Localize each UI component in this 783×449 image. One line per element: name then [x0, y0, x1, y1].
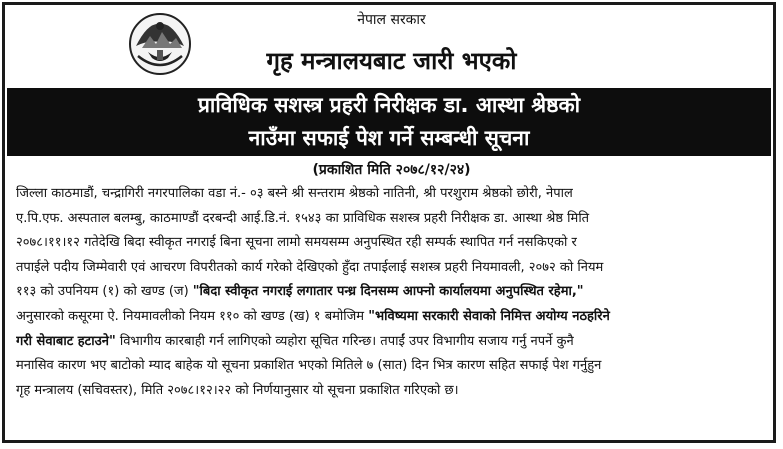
body-line: मनासिव कारण भए बाटोको म्याद बाहेक यो सूचना प्रकाशित भएको मितिले ७ (सात) दिन भित्र कारण सहित सफाई पेश गर्नुहुन	[16, 358, 602, 374]
body-line	[16, 280, 768, 305]
quoted-rule-text: "बिदा स्वीकृत नगराई लगातार पन्ध्र दिनसम्म आफ्नो कार्यालयमा अनुपस्थित रहेमा,"	[192, 284, 584, 300]
government-name: नेपाल सरकार	[357, 12, 426, 28]
body-line: गृह मन्त्रालय (सचिवस्तर), मिति २०७८।१२।२२ को निर्णयानुसार यो सूचना प्रकाशित गरिएको छ।	[16, 382, 459, 398]
notice-body	[16, 182, 768, 403]
quoted-penalty-text: "भविष्यमा सरकारी सेवाको निमित्त अयोग्य नठहरिने	[368, 308, 610, 324]
notice-title-line-1: प्राविधिक सशस्त्र प्रहरी निरीक्षक डा. आस्था श्रेष्ठको	[7, 88, 771, 122]
publication-date: (प्रकाशित मिति २०७८/१२/२४)	[312, 162, 471, 178]
body-line: जिल्ला काठमाडौं, चन्द्रागिरी नगरपालिका वडा नं.- ०३ बस्ने श्री सन्तराम श्रेष्ठको नातिनी, श्री परशुराम श्रेष्ठको छोरी, नेपाल	[16, 186, 573, 201]
notice-title-line-2: नाउँमा सफाई पेश गर्ने सम्बन्धी सूचना	[7, 122, 771, 156]
body-line: ए.पि.एफ. अस्पताल बलम्बु, काठमाण्डौं दरबन्दी आई.डि.नं. १५४३ का प्राविधिक सशस्त्र प्रहरी निरीक्षक डा. आस्था श्रेष्ठ मिति	[16, 210, 590, 226]
ministry-heading: गृह मन्त्रालयबाट जारी भएको	[266, 47, 517, 75]
body-text: विभागीय कारबाही गर्न लागिएको व्यहोरा सूचित गरिन्छ। तपाईं उपर विभागीय सजाय गर्नु नपर्ने कुनै	[115, 333, 574, 349]
body-text: ११३ को उपनियम (१) को खण्ड (ज)	[16, 284, 193, 300]
body-text: अनुसारको कसूरमा ऐ. नियमावलीको नियम ११० को खण्ड (ख) १ बमोजिम	[16, 308, 369, 324]
body-line: तपाईले पदीय जिम्मेवारी एवं आचरण विपरीतको कार्य गरेको देखिएको हुँदा तपाईलाई सशस्त्र प्रहरी नियमावली, २०७२ को नियम	[16, 259, 604, 275]
body-line	[16, 305, 768, 330]
body-line: २०७८।११।१२ गतेदेखि बिदा स्वीकृत नगराई बिना सूचना लामो समयसम्म अनुपस्थित रही सम्पर्क स्थापित गर्न नसकिएको र	[16, 235, 577, 251]
quoted-penalty-text: गरी सेवाबाट हटाउने"	[16, 333, 116, 349]
body-line	[16, 330, 768, 355]
